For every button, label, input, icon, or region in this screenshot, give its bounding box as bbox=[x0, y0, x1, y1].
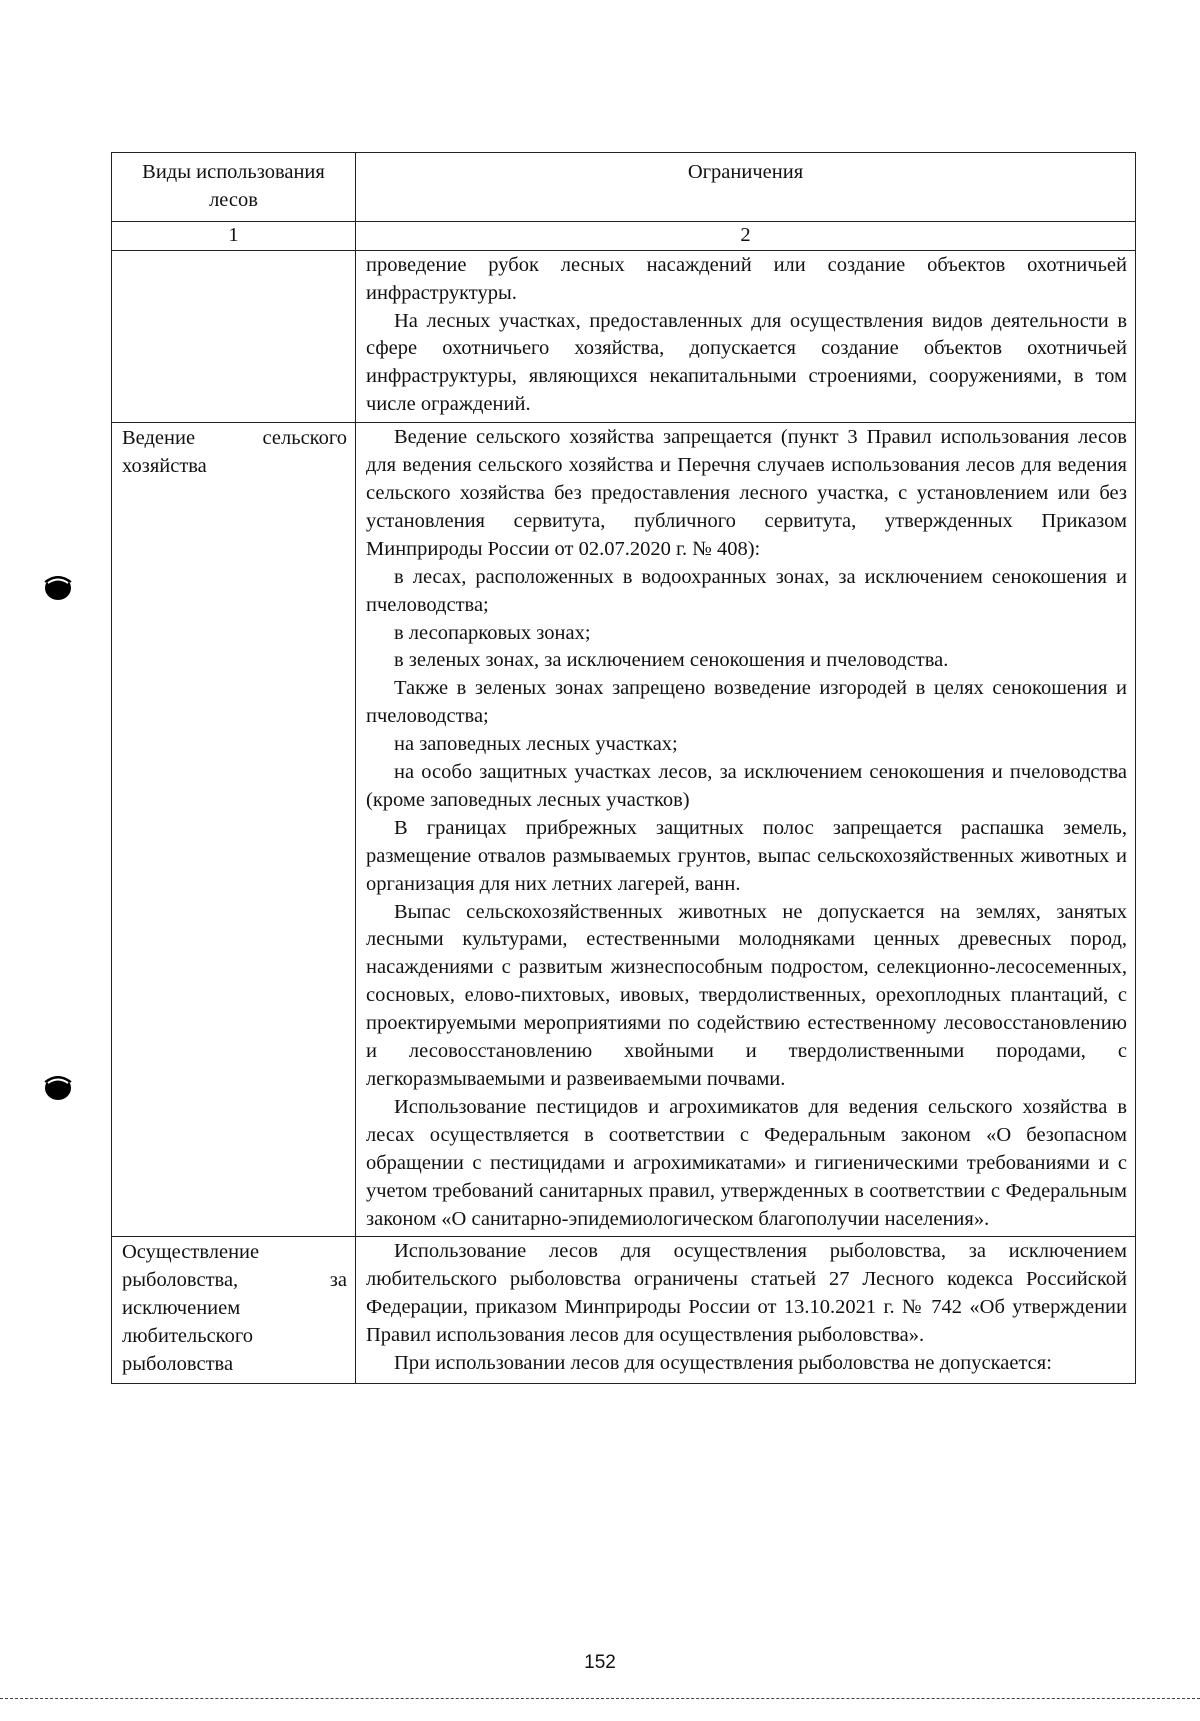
page-number: 152 bbox=[584, 1652, 616, 1673]
header-forest-use-types: Виды использования лесов bbox=[112, 153, 356, 222]
row-restrictions-cell bbox=[356, 423, 1136, 1237]
column-number-1: 1 bbox=[112, 221, 356, 250]
column-number-2: 2 bbox=[356, 221, 1136, 250]
row-type-cell bbox=[112, 250, 356, 422]
paragraph: В границах прибрежных защитных полос запрещается распашка земель, размещение отвалов размываемых грунтов, выпас сельскохозяйственных животных и организация для них летних лагерей, ванн. bbox=[366, 816, 1127, 895]
row-type-line: хозяйства bbox=[122, 455, 207, 478]
paragraph: в лесах, расположенных в водоохранных зонах, за исключением сенокошения и пчеловодства; bbox=[366, 565, 1127, 616]
paragraph: Использование лесов для осуществления рыболовства, за исключением любительского рыболовства ограничены статьей 27 Лесного кодекса Российской Федерации, приказом Минприроды России от 13.10.2021 г. № 742 «Об утверждении Правил использования лесов для осуществления рыболовства». bbox=[366, 1240, 1127, 1347]
row-type-cell bbox=[112, 1237, 356, 1384]
scan-edge-divider bbox=[0, 1698, 1200, 1699]
row-type-line: любительского bbox=[122, 1325, 253, 1348]
paragraph: Выпас сельскохозяйственных животных не допускается на землях, занятых лесными культурами, естественными молодняками ценных древесных пород, насаждениями с развитым жизнеспособным подростом, селекционно-лесосеменных, сосновых, елово-пихтовых, ивовых, твердолиственных, орехоплодных плантаций, с проектируемыми мероприятиями по содействию естественному лесовосстановлению и лесовосстановлению хвойными и твердолиственными породами, с легкоразмываемыми и развеиваемыми почвами. bbox=[366, 900, 1127, 1090]
row-restrictions-cell bbox=[356, 250, 1136, 422]
row-type-line: рыболовства bbox=[122, 1353, 234, 1376]
row-type-line: исключением bbox=[122, 1297, 241, 1320]
forest-use-restrictions-table bbox=[111, 152, 1136, 1384]
row-type-cell bbox=[112, 423, 356, 1237]
header-restrictions: Ограничения bbox=[356, 153, 1136, 222]
row-type-line: рыболовства, за bbox=[122, 1269, 347, 1292]
paragraph: Также в зеленых зонах запрещено возведение изгородей в целях сенокошения и пчеловодства; bbox=[366, 677, 1127, 728]
paragraph: На лесных участках, предоставленных для осуществления видов деятельности в сфере охотничьего хозяйства, допускается создание объектов охотничьей инфраструктуры, являющихся некапитальными строениями, сооружениями, в том числе ограждений. bbox=[366, 309, 1127, 416]
row-type-line: Осуществление bbox=[122, 1241, 260, 1264]
paragraph: на особо защитных участках лесов, за исключением сенокошения и пчеловодства (кроме заповедных лесных участков) bbox=[366, 761, 1127, 811]
paragraph: проведение рубок лесных насаждений или создание объектов охотничьей инфраструктуры. bbox=[366, 253, 1127, 304]
table-row bbox=[112, 250, 1136, 422]
row-type-line: Ведение сельского bbox=[122, 427, 347, 450]
paragraph: Использование пестицидов и агрохимикатов для ведения сельского хозяйства в лесах осуществляется в соответствии с Федеральным законом «О безопасном обращении с пестицидами и агрохимикатами» и гигиеническими требованиями и с учетом требований санитарных правил, утвержденных в соответствии с Федеральным законом «О санитарно-эпидемиологическом благополучии населения». bbox=[366, 1095, 1127, 1230]
table-row bbox=[112, 423, 1136, 1237]
punch-hole-icon bbox=[42, 570, 74, 602]
row-restrictions-cell bbox=[356, 1237, 1136, 1384]
table-header-row bbox=[112, 153, 1136, 222]
paragraph: в лесопарковых зонах; bbox=[394, 621, 591, 644]
paragraph: на заповедных лесных участках; bbox=[394, 733, 678, 756]
table-row bbox=[112, 1237, 1136, 1384]
paragraph: в зеленых зонах, за исключением сенокошения и пчеловодства. bbox=[394, 649, 949, 672]
punch-hole-icon bbox=[42, 1070, 74, 1102]
column-number-row bbox=[112, 221, 1136, 250]
paragraph: Ведение сельского хозяйства запрещается (пункт 3 Правил использования лесов для ведения сельского хозяйства и Перечня случаев использования лесов для ведения сельского хозяйства без предоставления лесного участка, с установлением или без установления сервитута, публичного сервитута, утвержденных Приказом Минприроды России от 02.07.2020 г. № 408): bbox=[366, 426, 1127, 560]
paragraph: При использовании лесов для осуществления рыболовства не допускается: bbox=[394, 1352, 1052, 1375]
